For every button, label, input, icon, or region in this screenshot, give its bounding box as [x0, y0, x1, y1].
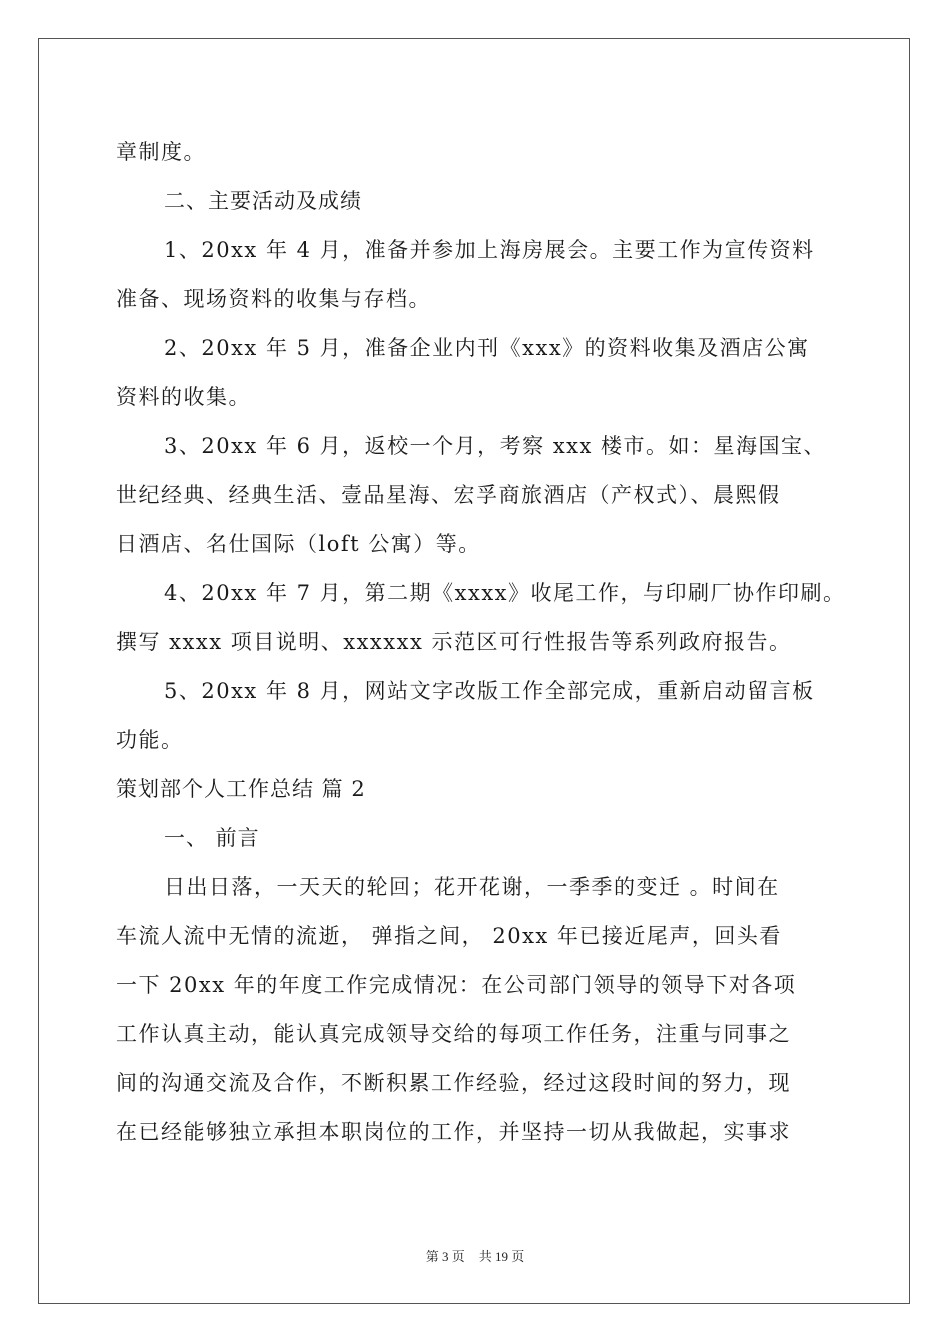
page-footer: [0, 1246, 950, 1265]
body-line: 2、20xx 年 5 月，准备企业内刊《xxx》的资料收集及酒店公寓: [164, 336, 810, 360]
body-line: 世纪经典、经典生活、壹品星海、宏孚商旅酒店（产权式）、晨熙假: [116, 483, 781, 507]
body-line: 1、20xx 年 4 月，准备并参加上海房展会。主要工作为宣传资料: [164, 238, 815, 262]
section-heading: 一、 前言: [164, 826, 260, 850]
body-line: 4、20xx 年 7 月，第二期《xxxx》收尾工作，与印刷厂协作印刷。: [164, 581, 846, 605]
body-line: 在已经能够独立承担本职岗位的工作，并坚持一切从我做起，实事求: [116, 1120, 791, 1144]
body-line: 功能。: [116, 728, 184, 752]
article-title: 策划部个人工作总结 篇 2: [116, 777, 366, 801]
body-line: 3、20xx 年 6 月，返校一个月，考察 xxx 楼市。如：星海国宝、: [164, 434, 827, 458]
body-line: 撰写 xxxx 项目说明、xxxxxx 示范区可行性报告等系列政府报告。: [116, 630, 792, 654]
body-line: 资料的收集。: [116, 385, 251, 409]
page-total: 共 19 页: [478, 1249, 525, 1264]
document-body: [116, 128, 846, 1157]
body-line: 车流人流中无情的流逝， 弹指之间， 20xx 年已接近尾声，回头看: [116, 924, 782, 948]
body-line: 间的沟通交流及合作，不断积累工作经验，经过这段时间的努力，现: [116, 1071, 791, 1095]
body-line: 日酒店、名仕国际（loft 公寓）等。: [116, 532, 481, 556]
body-line: 工作认真主动，能认真完成领导交给的每项工作任务，注重与同事之: [116, 1022, 791, 1046]
body-line: 日出日落，一天天的轮回；花开花谢，一季季的变迁 。时间在: [164, 875, 780, 899]
section-heading: 二、主要活动及成绩: [164, 189, 362, 213]
body-line: 准备、现场资料的收集与存档。: [116, 287, 431, 311]
body-line: 章制度。: [116, 140, 206, 164]
body-line: 一下 20xx 年的年度工作完成情况：在公司部门领导的领导下对各项: [116, 973, 797, 997]
page-number: 第 3 页: [425, 1249, 465, 1264]
body-line: 5、20xx 年 8 月，网站文字改版工作全部完成，重新启动留言板: [164, 679, 815, 703]
